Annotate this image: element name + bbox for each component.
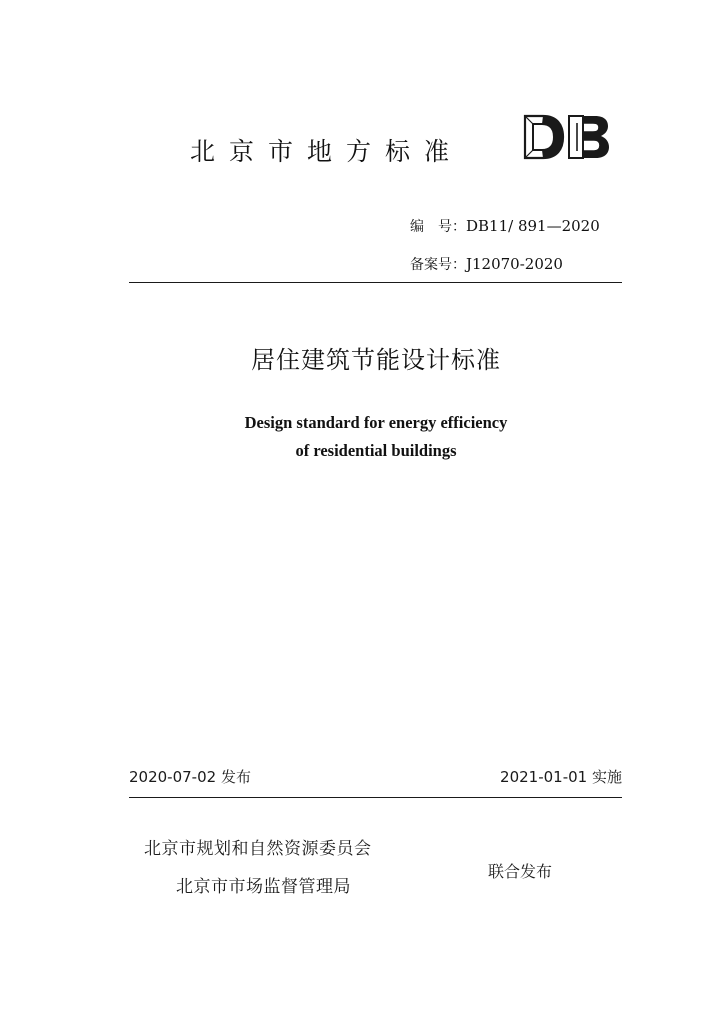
bottom-divider bbox=[129, 797, 622, 798]
db-logo bbox=[521, 112, 611, 162]
record-number-label: 备案号： bbox=[410, 257, 466, 273]
top-divider bbox=[129, 282, 622, 283]
issue-date: 2020-07-02 发布 bbox=[129, 768, 251, 786]
record-number bbox=[410, 254, 563, 274]
db-logo-letter-d bbox=[525, 116, 563, 158]
standard-number bbox=[410, 216, 600, 236]
record-number-value: J12070-2020 bbox=[466, 255, 563, 273]
issuer-2: 北京市市场监督管理局 bbox=[176, 877, 351, 897]
standard-number-label: 编 号： bbox=[410, 219, 466, 235]
issuer-1: 北京市规划和自然资源委员会 bbox=[144, 839, 372, 859]
implement-date: 2021-01-01 实施 bbox=[500, 768, 622, 786]
joint-release-label: 联合发布 bbox=[488, 862, 553, 881]
title-english-line1: Design standard for energy efficiency bbox=[244, 413, 508, 432]
title-english-line2: of residential buildings bbox=[295, 441, 457, 460]
standard-type-heading: 北京市地方标准 bbox=[190, 137, 464, 166]
standard-number-value: DB11/ 891—2020 bbox=[466, 217, 600, 235]
db-logo-letter-b bbox=[569, 116, 609, 158]
title-chinese: 居住建筑节能设计标准 bbox=[251, 346, 501, 374]
